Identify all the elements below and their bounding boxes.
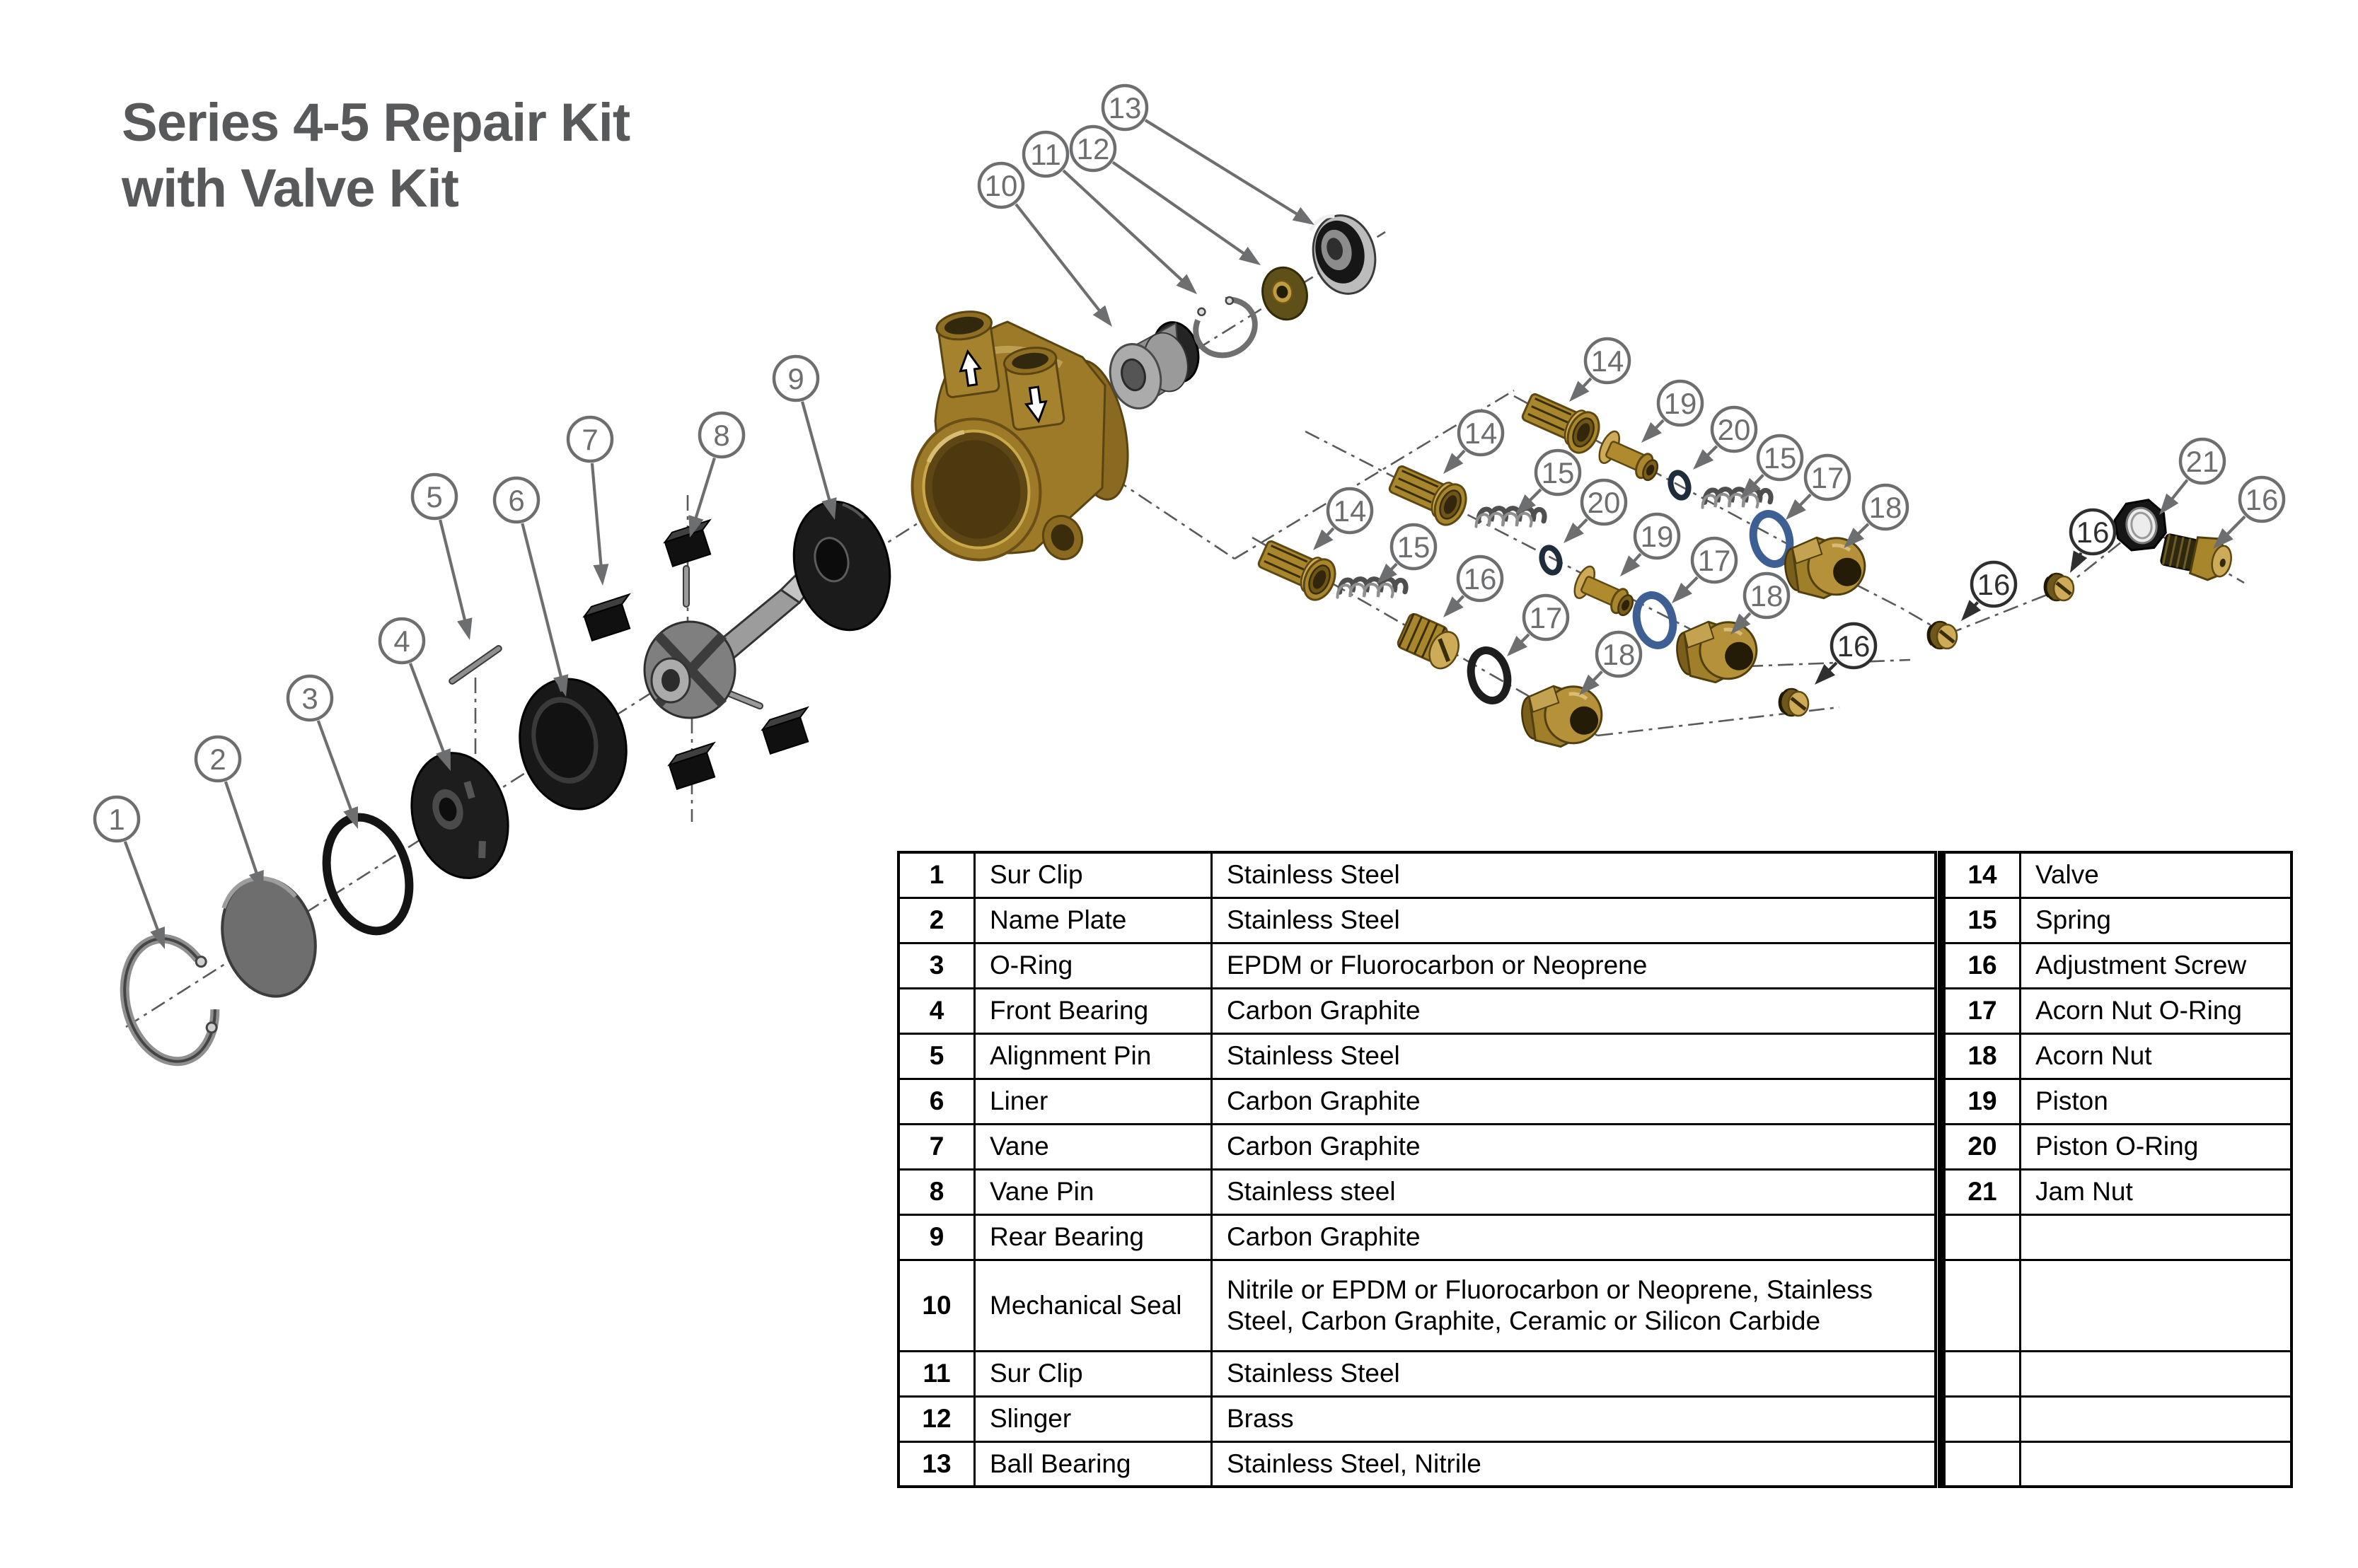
part-name: Mechanical Seal (975, 1260, 1212, 1351)
part-name: Jam Nut (2021, 1169, 2292, 1214)
part-number (1942, 1441, 2021, 1487)
part-number: 19 (1942, 1079, 2021, 1124)
balloon-number: 17 (1529, 601, 1563, 635)
valve-part (1518, 388, 1605, 458)
table-row (1942, 1260, 2292, 1351)
leader-arrowhead-icon (1293, 207, 1314, 225)
front-bearing-part (398, 741, 523, 889)
callout-balloon-16 (2213, 477, 2284, 549)
part-number: 21 (1942, 1169, 2021, 1214)
parts-table-group (897, 851, 2293, 1488)
callout-balloon-14 (1443, 411, 1503, 474)
leader-line (2225, 516, 2245, 537)
balloon-number: 14 (1333, 494, 1367, 528)
part-name: O-Ring (975, 943, 1212, 988)
assembly-centerline (1747, 660, 1910, 666)
table-row (898, 1441, 1936, 1487)
table-row (898, 1033, 1936, 1079)
leader-line (1063, 170, 1184, 283)
callout-balloon-14 (1569, 339, 1629, 402)
part-name: Acorn Nut O-Ring (2021, 988, 2292, 1033)
callout-balloon-5 (412, 475, 473, 640)
part-name (2021, 1396, 2292, 1441)
table-row (898, 1214, 1936, 1260)
callout-balloon-6 (495, 478, 568, 697)
part-material: Stainless Steel (1212, 852, 1936, 898)
parts-table-left (897, 851, 1937, 1488)
leader-line (802, 402, 831, 504)
part-name: Acorn Nut (2021, 1033, 2292, 1079)
part-material: Stainless Steel (1212, 1033, 1936, 1079)
leader-line (1016, 204, 1102, 313)
name-plate-part (209, 866, 329, 1007)
part-name: Sur Clip (975, 852, 1212, 898)
callout-balloon-10 (979, 163, 1112, 327)
balloon-number: 2 (209, 743, 226, 777)
part-number: 17 (1942, 988, 2021, 1033)
callout-balloon-18 (1730, 574, 1788, 634)
part-number (1942, 1260, 2021, 1351)
callout-balloon-18 (1844, 485, 1907, 548)
balloon-number: 16 (1463, 562, 1497, 596)
balloon-number: 5 (426, 480, 443, 514)
balloon-number: 15 (1541, 456, 1575, 490)
part-number: 3 (898, 943, 975, 988)
callout-balloon-19 (1620, 514, 1679, 576)
callout-balloon-21 (2159, 439, 2224, 515)
leader-line (1113, 162, 1247, 255)
part-number (1942, 1214, 2021, 1260)
valve-row-bottom (1254, 535, 1605, 751)
spring-part (1474, 488, 1547, 551)
part-name: Ball Bearing (975, 1441, 1212, 1487)
title-line-2: with Valve Kit (122, 158, 458, 219)
balloon-number: 8 (713, 419, 730, 453)
part-material: Stainless Steel (1212, 1351, 1936, 1396)
leader-line (226, 782, 258, 876)
part-name: Sur Clip (975, 1351, 1212, 1396)
callout-balloon-19 (1641, 381, 1702, 443)
right-fastener-chain (1779, 498, 2235, 716)
balloon-number: 16 (2076, 516, 2110, 550)
leader-line (522, 523, 562, 680)
callout-balloon-7 (568, 417, 612, 586)
part-number: 20 (1942, 1124, 2021, 1169)
leader-arrowhead-icon (593, 564, 608, 586)
balloon-number: 9 (787, 362, 804, 396)
slinger-part (1257, 263, 1312, 325)
leader-line (592, 463, 601, 569)
callout-balloon-14 (1313, 489, 1372, 550)
callout-balloon-18 (1579, 632, 1641, 695)
balloon-number: 17 (1810, 461, 1844, 495)
part-name: Front Bearing (975, 988, 1212, 1033)
callout-balloon-16 (1443, 557, 1502, 617)
table-row (898, 1124, 1936, 1169)
spring-part (1701, 469, 1774, 532)
balloon-number: 4 (393, 625, 410, 658)
adjustment-screw-part (1395, 612, 1465, 673)
balloon-number: 18 (1750, 579, 1784, 613)
acorn-nut-o-ring-part (1466, 646, 1513, 704)
table-row (1942, 1079, 2292, 1124)
callout-balloon-3 (288, 676, 358, 829)
part-material: Brass (1212, 1396, 1936, 1441)
part-name (2021, 1441, 2292, 1487)
ball-bearing-part (1305, 208, 1383, 301)
pump-body (899, 308, 1139, 571)
parts-table-right (1938, 851, 2293, 1488)
rotor-shaft (645, 576, 812, 718)
part-number: 8 (898, 1169, 975, 1214)
table-row (898, 898, 1936, 943)
part-number: 6 (898, 1079, 975, 1124)
leader-line (318, 721, 352, 813)
table-row (1942, 988, 2292, 1033)
part-name: Rear Bearing (975, 1214, 1212, 1260)
part-number: 12 (898, 1396, 975, 1441)
table-row (1942, 1214, 2292, 1260)
part-name: Vane Pin (975, 1169, 1212, 1214)
balloon-number: 16 (1837, 629, 1871, 663)
part-name: Valve (2021, 852, 2292, 898)
callout-balloon-15 (1515, 451, 1580, 515)
callout-balloon-8 (688, 413, 744, 538)
leader-arrowhead-icon (1239, 247, 1261, 265)
piston-part (1595, 429, 1665, 484)
piston-o-ring-part (1539, 545, 1563, 574)
part-name: Piston O-Ring (2021, 1124, 2292, 1169)
balloon-number: 19 (1640, 520, 1674, 554)
part-name (2021, 1260, 2292, 1351)
leader-arrowhead-icon (457, 617, 472, 640)
table-row (1942, 852, 2292, 898)
balloon-number: 15 (1763, 441, 1797, 475)
spring-part (1336, 559, 1409, 622)
part-name: Name Plate (975, 898, 1212, 943)
part-name: Vane (975, 1124, 1212, 1169)
diagram-title (122, 91, 630, 221)
balloon-number: 16 (1977, 568, 2011, 602)
table-row (1942, 1441, 2292, 1487)
part-material: Carbon Graphite (1212, 988, 1936, 1033)
part-number: 1 (898, 852, 975, 898)
part-number: 10 (898, 1260, 975, 1351)
balloon-number: 11 (1030, 138, 1061, 172)
callout-balloon-16 (2070, 510, 2115, 573)
part-number: 15 (1942, 898, 2021, 943)
callout-balloon-16 (1815, 624, 1876, 685)
adjustment-screw-part (1779, 689, 1808, 716)
part-material: Stainless Steel, Nitrile (1212, 1441, 1936, 1487)
callout-balloon-16 (1961, 562, 2016, 621)
part-material: Nitrile or EPDM or Fluorocarbon or Neoprene, Stainless Steel, Carbon Graphite, Ceramic or Silicon Carbide (1212, 1260, 1936, 1351)
balloon-number: 12 (1076, 132, 1110, 166)
part-name: Adjustment Screw (2021, 943, 2292, 988)
part-name: Slinger (975, 1396, 1212, 1441)
callout-balloon-15 (1377, 525, 1435, 584)
acorn-nut-part (1518, 680, 1605, 752)
part-number: 7 (898, 1124, 975, 1169)
acorn-nut-o-ring-part (1631, 591, 1678, 649)
table-row (1942, 943, 2292, 988)
part-name: Piston (2021, 1079, 2292, 1124)
table-row (898, 1396, 1936, 1441)
part-number: 9 (898, 1214, 975, 1260)
valve-part (1254, 535, 1341, 605)
callout-balloon-2 (196, 737, 264, 893)
callout-balloon-4 (380, 619, 451, 771)
part-name (2021, 1214, 2292, 1260)
balloon-number: 14 (1590, 344, 1624, 378)
leader-arrowhead-icon (1093, 306, 1112, 327)
callout-balloon-9 (774, 356, 837, 520)
table-row (1942, 1124, 2292, 1169)
part-number: 4 (898, 988, 975, 1033)
title-line-1: Series 4-5 Repair Kit (122, 93, 630, 153)
part-material: Stainless Steel (1212, 898, 1936, 943)
balloon-number: 21 (2185, 445, 2219, 479)
table-row (898, 1169, 1936, 1214)
part-number (1942, 1396, 2021, 1441)
leader-line (125, 842, 159, 934)
balloon-number: 15 (1397, 530, 1431, 564)
sur-clip-part (112, 929, 229, 1071)
part-name: Spring (2021, 898, 2292, 943)
callout-balloon-17 (1672, 538, 1736, 603)
balloon-number: 1 (108, 803, 125, 837)
part-name: Alignment Pin (975, 1033, 1212, 1079)
callout-balloon-12 (1071, 127, 1261, 265)
part-material: Carbon Graphite (1212, 1214, 1936, 1260)
part-number: 14 (1942, 852, 2021, 898)
part-name: Liner (975, 1079, 1212, 1124)
balloon-number: 13 (1108, 91, 1142, 125)
balloon-number: 16 (2245, 483, 2279, 517)
balloon-number: 20 (1587, 486, 1621, 520)
adjustment-screw-part (1928, 622, 1957, 649)
callout-balloon-13 (1103, 86, 1314, 225)
table-row (1942, 898, 2292, 943)
mechanical-seal-part (1104, 318, 1205, 414)
balloon-number: 14 (1464, 417, 1498, 451)
balloon-number: 3 (301, 682, 318, 716)
table-row (898, 1351, 1936, 1396)
o-ring-part (314, 808, 422, 941)
part-number: 5 (898, 1033, 975, 1079)
callout-balloon-20 (1693, 407, 1756, 470)
leader-line (440, 520, 466, 624)
callout-balloon-17 (1507, 596, 1568, 656)
balloon-number: 18 (1602, 638, 1636, 672)
balloon-number: 18 (1868, 491, 1902, 525)
balloon-number: 10 (984, 169, 1018, 203)
part-number: 11 (898, 1351, 975, 1396)
table-row (1942, 1169, 2292, 1214)
leader-line (695, 458, 715, 521)
balloon-number: 6 (508, 484, 525, 518)
part-number: 13 (898, 1441, 975, 1487)
rear-bearing-part (781, 492, 903, 640)
balloon-number: 20 (1717, 413, 1751, 447)
table-row (1942, 1396, 2292, 1441)
table-row (1942, 1351, 2292, 1396)
table-row (1942, 1033, 2292, 1079)
part-material: Carbon Graphite (1212, 1124, 1936, 1169)
piston-part (1571, 564, 1640, 620)
table-row (898, 1260, 1936, 1351)
leader-line (410, 663, 445, 755)
balloon-number: 7 (582, 423, 599, 457)
part-number (1942, 1351, 2021, 1396)
adjustment-screw-part (2045, 574, 2074, 600)
part-number: 18 (1942, 1033, 2021, 1079)
valve-part (1385, 460, 1472, 530)
table-row (898, 988, 1936, 1033)
jam-nut-part (2113, 498, 2170, 554)
part-number: 16 (1942, 943, 2021, 988)
table-row (898, 852, 1936, 898)
callout-balloon-1 (95, 797, 165, 949)
part-material: Stainless steel (1212, 1169, 1936, 1214)
balloon-number: 17 (1697, 544, 1731, 578)
balloon-number: 19 (1663, 387, 1697, 421)
part-material: EPDM or Fluorocarbon or Neoprene (1212, 943, 1936, 988)
part-number: 2 (898, 898, 975, 943)
liner-part (507, 668, 640, 820)
part-name (2021, 1351, 2292, 1396)
table-row (898, 1079, 1936, 1124)
table-row (898, 943, 1936, 988)
part-material: Carbon Graphite (1212, 1079, 1936, 1124)
